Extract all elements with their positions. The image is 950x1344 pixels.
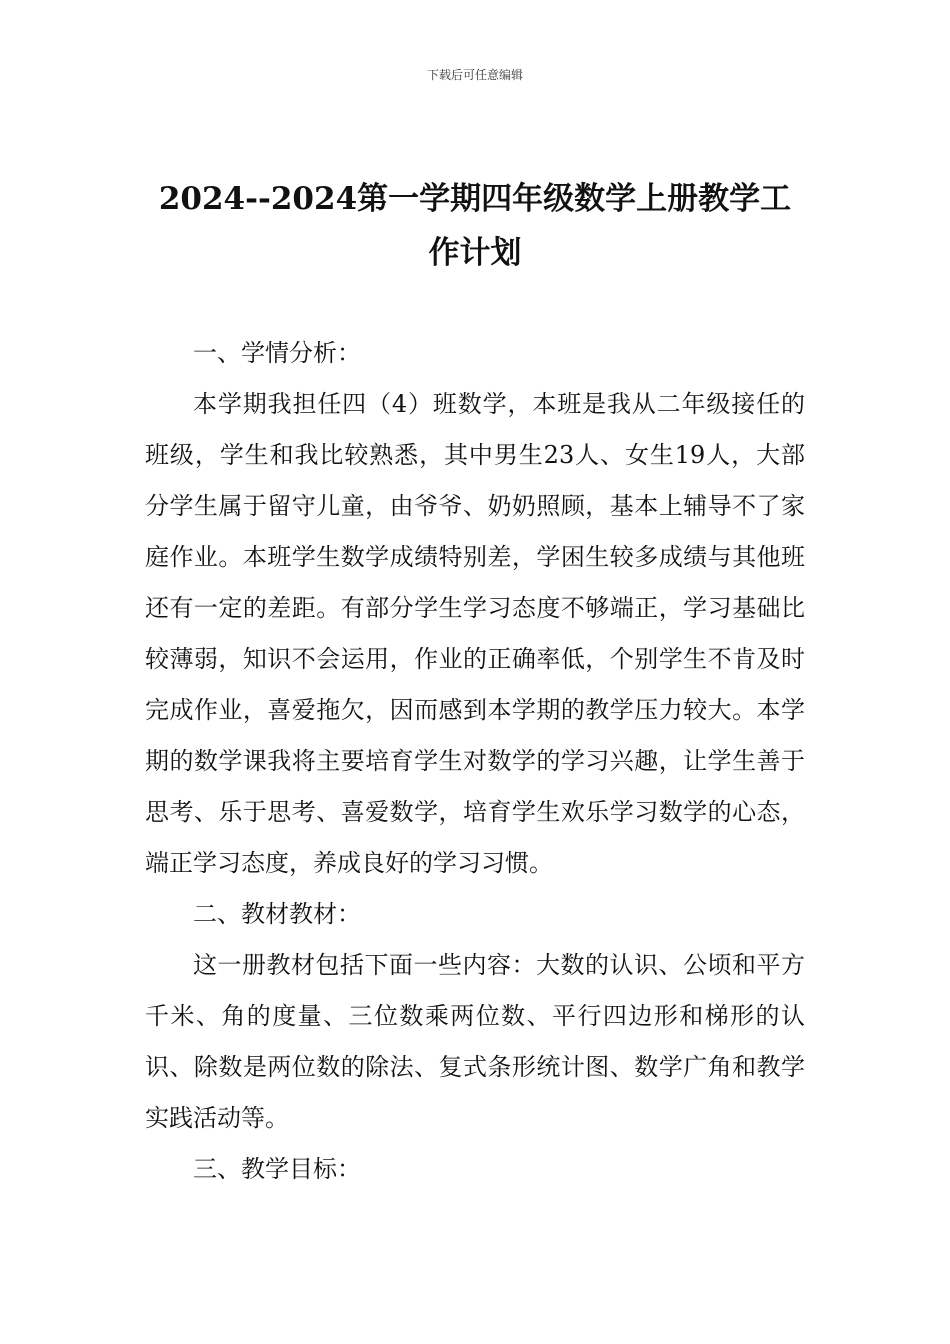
document-body [145,328,805,1195]
section-heading-analysis: 一、学情分析： [193,339,361,367]
section-heading-goals: 三、教学目标： [193,1155,361,1183]
section-heading-materials: 二、教材教材： [193,900,361,928]
header-note: 下载后可任意编辑 [426,68,523,82]
document-title: 2024--2024第一学期四年级数学上册教学工作计划 [158,181,792,271]
paragraph-analysis: 本学期我担任四（4）班数学，本班是我从二年级接任的班级，学生和我比较熟悉，其中男生23人、女生19人，大部分学生属于留守儿童，由爷爷、奶奶照顾，基本上辅导不了家庭作业。本班学生数学成绩特别差，学困生较多成绩与其他班还有一定的差距。有部分学生学习态度不够端正，学习基础比较薄弱，知识不会运用，作业的正确率低，个别学生不肯及时完成作业，喜爱拖欠，因而感到本学期的教学压力较大。本学期的数学课我将主要培育学生对数学的学习兴趣，让学生善于思考、乐于思考、喜爱数学，培育学生欢乐学习数学的心态，端正学习态度，养成良好的学习习惯。 [145,390,805,877]
paragraph-materials: 这一册教材包括下面一些内容：大数的认识、公顷和平方千米、角的度量、三位数乘两位数、平行四边形和梯形的认识、除数是两位数的除法、复式条形统计图、数学广角和教学实践活动等。 [145,951,805,1132]
